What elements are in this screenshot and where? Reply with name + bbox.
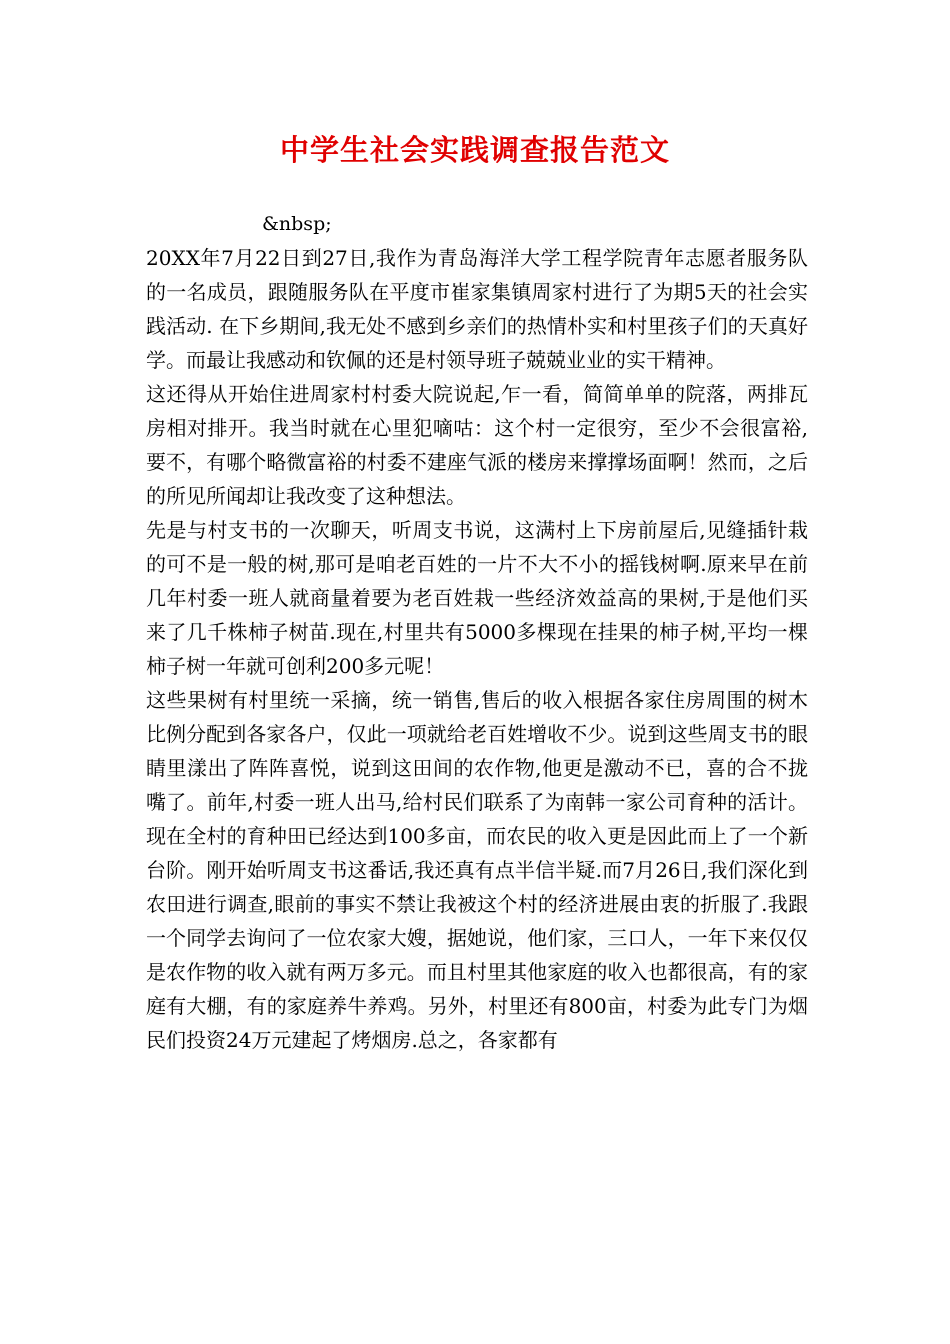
paragraph-4: 这些果树有村里统一采摘，统一销售,售后的收入根据各家住房周围的树木比例分配到各家各户，仅此一项就给老百姓增收不少。说到这些周支书的眼睛里漾出了阵阵喜悦，说到这田间的农作物,他更是激动不已，喜的合不拢嘴了。前年,村委一班人出马,给村民们联系了为南韩一家公司育种的活计。现在全村的育种田已经达到100多亩，而农民的收入更是因此而上了一个新台阶。刚开始听周支书这番话,我还真有点半信半疑.而7月26日,我们深化到农田进行调查,眼前的事实不禁让我被这个村的经济进展由衷的折服了.我跟一个同学去询问了一位农家大嫂，据她说，他们家，三口人，一年下来仅仅是农作物的收入就有两万多元。而且村里其他家庭的收入也都很高，有的家庭有大棚，有的家庭养牛养鸡。另外，村里还有800亩，村委为此专门为烟民们投资24万元建起了烤烟房.总之，各家都有 [146,688,808,1052]
paragraph-2: 这还得从开始住进周家村村委大院说起,乍一看，简简单单的院落，两排瓦房相对排开。我当时就在心里犯嘀咕：这个村一定很穷，至少不会很富裕,要不，有哪个略微富裕的村委不建座气派的楼房来撑撑场面啊！然而，之后的所见所闻却让我改变了这种想法。 [146,382,808,508]
page-title: 中学生社会实践调查报告范文 [279,133,670,167]
document-body [146,241,808,1057]
paragraph-3: 先是与村支书的一次聊天，听周支书说，这满村上下房前屋后,见缝插针栽的可不是一般的树,那可是咱老百姓的一片不大不小的摇钱树啊.原来早在前几年村委一班人就商量着要为老百姓栽一些经济效益高的果树,于是他们买来了几千株柿子树苗.现在,村里共有5000多棵现在挂果的柿子树,平均一棵柿子树一年就可创利200多元呢！ [146,518,808,678]
paragraph-1: 20XX年7月22日到27日,我作为青岛海洋大学工程学院青年志愿者服务队的一名成员，跟随服务队在平度市崔家集镇周家村进行了为期5天的社会实践活动. 在下乡期间,我无处不感到乡亲们的热情朴实和村里孩子们的天真好学。而最让我感动和钦佩的还是村领导班子兢兢业业的实干精神。 [146,246,808,372]
nbsp-placeholder-text: &nbsp; [262,213,332,235]
